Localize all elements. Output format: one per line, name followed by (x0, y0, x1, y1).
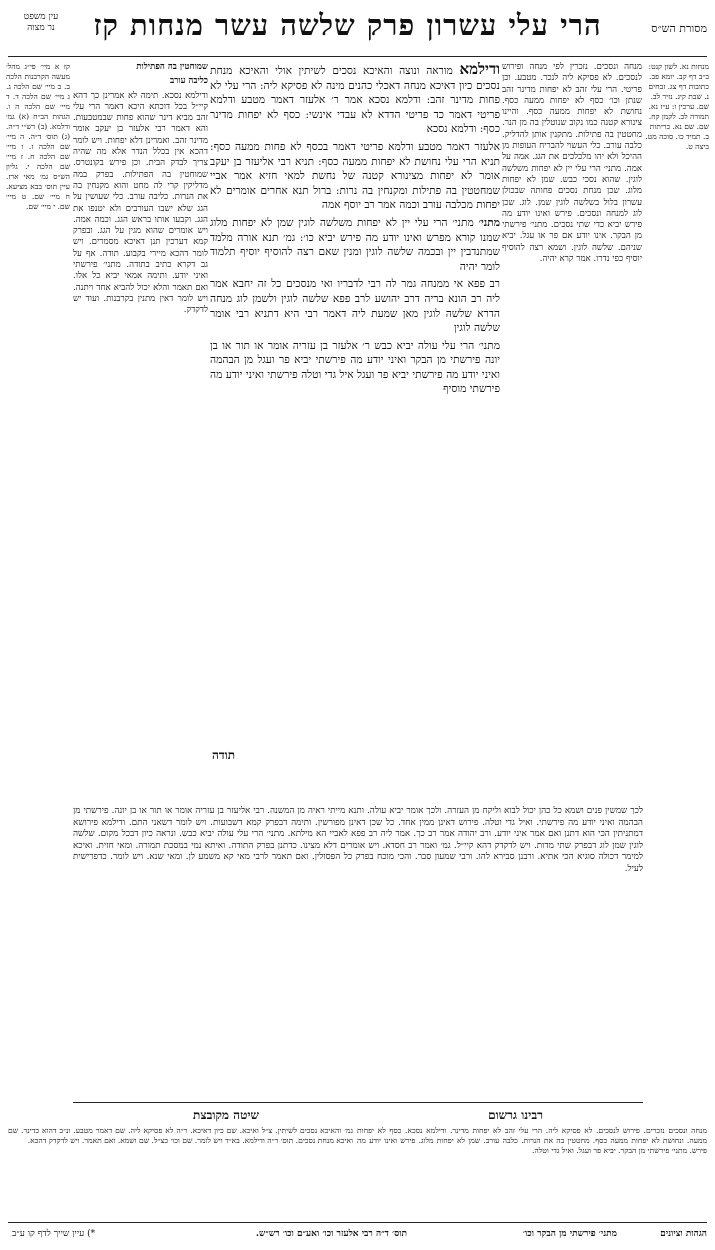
mishnah-marker: מתני׳ (478, 216, 500, 229)
gemara-text-1: מוראה ונוצה והאיכא נסכים לשיתין אולי והאיכא מנחת נסכים כיון דאיכא מנחה דאכלי כהנים מינה לא פסיקא ליה: הרי עלי לא פחות מדינר זהב: ודלמא נסכא אמר ר׳ אלעזר דאמר מטבע ודלמא פריטי דאמר כד פריטי הדדא לא עבדי אינשי: כסף לא יפחות מדינר כסף: ודלמא נסכא (210, 65, 500, 136)
shita-mekubetzet-text: גמ׳ והאיכא נסכים לשיתין. צ״ל ואיכא. שם כיון דאיכא. ר״ה לא פסיקא ליה. שם דאמר מטבע. ונ״ב דהוא כדינר. שם ואיכא מנחת נסכים. תוס׳ ד״ה ודילמא. בא״ד ויש לומר. שם וכו׳ כצ״ל. שם ושמא. ואם תאמר. ויש לדקדק דהכא. (8, 1126, 353, 1145)
bottom-section-headers (73, 1108, 643, 1124)
gemara-main-text (210, 62, 500, 804)
gemara-paragraph-3 (210, 216, 500, 274)
page-footer (8, 1228, 707, 1242)
masoret-hashas-column: מנחות נא. לשון קנט: ב״ב דף קב. יומא פב. כתובות דף צג. זבחים נ. שבת קיג. נזיר לב. שם. ערכין ו: ע״ז נא. תמורה לב. לקמן קח. שם. שם נא. כריתות ב. תמיד כו. סוכה מט. ביצה ט. (645, 62, 709, 151)
tosafot-heading-2: כליבה עורב (170, 76, 208, 87)
tosafot-continuation: לכך שמשין פנים ושמא כל כהן יכול לבוא וליקח מן העזרה. ולכך אומר יביא עולה. ותנא מייתי ראיה מן המשנה. רבי אליעזר בן עזריה אומר או תור או בן יונה. פירשתי מן הבהמה ואיני יודע מה פירשתי. ואיל גדי וטלה. פירוש דאינן ממין אחד. כל שכן דאינן מפורשין. ותימה דבפרק קמא דשבועות. ויש לומר דשאני התם. ודילמא פירושא דמתניתין הכי הוא דתנן ואם אמר איני יודע. ורב יהודה אמר רב כך. אמר ליה רב פפא לאביי הא מילתא. מתני׳ הרי עלי עולה יביא כבש. ונראה כיון דבכל מקום. שלשה לוגין שמן לוג דבפרק שתי מדות. ויש לדקדק דהא קיי״ל. גמ׳ ואמר רב חסדא. ויש אומרים דלא מצינו. כדתנן בפרק התודה. ואיתא נמי במסכת תמורה. ומאי חזית. ואיכא למימר דכולה סוגיא הכי אתיא. ורבנן סבירא להו. ורבי שמעון סבר. והכי מוכח בפרק כל הפסולין. ואם תאמר לרבי מאי קא משמע לן. ומאי שנא. ויש לומר. כדפרישית לעיל. (73, 806, 643, 874)
section-marker: תודה (212, 748, 236, 762)
footer-note-3: *) עיין שייך לדף קו ע״ב (12, 1229, 96, 1239)
gemara-paragraph-1 (210, 62, 500, 137)
page-title: הרי עלי עשרון פרק שלשה עשר מנחות קז (93, 8, 602, 42)
rabbeinu-gershom-text: מנחה ונסכים נזכרים. פירוש לנסכים. לא פסיקא ליה. הרי עלי זהב לא יפחות מדינר. ודילמא נסכא. כסף לא יפחות ממעה. ונחושת לא יפחות ממעה כסף. מחטטין בה את הנרות. כלבה עורב. שמן לא יפחות מלוג. פירש ואינו יודע מה פירש. מתני׳ פירשתי מן הבקר. יביא פר ועגל. ואיל גדי וטלה. (357, 1126, 707, 1155)
gemara-paragraph-6: מתני׳ הרי עלי עולה יביא כבש ר׳ אלעזר בן עזריה אומר או תור או בן יונה פירשתי מן הבקר ואיני יודע מה פירשתי יביא פר ועגל מן הבהמה ואיני יודע מה פירשתי יביא פר ועגל איל גדי וטלה פירשתי ואיני יודע מה פירשתי מוסיף (210, 339, 500, 396)
bottom-commentaries (8, 1126, 707, 1216)
header-rule (8, 56, 707, 57)
gemara-text-3: מתני׳ הרי עלי יין לא יפחות משלשה לוגין שמן לא יפחות מלוג שמנו קורא מפרש ואינו יודע מה פירש יביא כו׳: גמ׳ תנא אורה מלמד שמתנדבין יין ובכמה שלשה לוגין ומנין שאם רצה להוסיף יוסיף תלמוד לומר יהיה (210, 216, 500, 273)
page-header (8, 8, 707, 52)
gemara-paragraph-4: רב פפא אי ממנחה גמר לה רבי לדבריו ואי מנסכים כל זה יחבא אמר ליה רב הונא בריה דרב יהושע לרב פפא שלשה לוגין ולשמן לוג מנחה הדרא שלשה לוגין מאן שמעת ליה דאמר רבי היא דתניא רבי אומר שלשה לוגין (210, 278, 500, 335)
ein-mishpat-column: קז א מיי׳ פי״ג מהל׳ מעשה הקרבנות הלכה ב. ב מיי׳ שם הלכה ג. ג מיי׳ שם הלכה ד. ד מיי׳ שם הלכה ה ו. הגהות הב״ח (א) גמ׳ ודלמא. (ב) רש״י ד״ה. (ג) תוס׳ ד״ה. ה מיי׳ שם הלכה ז. ו מיי׳ שם הלכה ח. ז מיי׳ שם הלכה י. גליון הש״ס גמ׳ מאי ארז. עיין תוס׳ בבא מציעא. ח מיי׳ שם. ט מיי׳ שם. י מיי׳ שם. (6, 62, 70, 211)
footer-label: הגהות וציונים (660, 1229, 707, 1239)
footer-note-1: מתני׳ פירשתי מן הבקר וכו׳ (522, 1229, 617, 1239)
rabbeinu-gershom-heading: רבינו גרשום (488, 1108, 543, 1122)
ein-mishpat-line1: עין משפט (23, 12, 59, 22)
gemara-paragraph-2: אלעזר דאמר מטבע ודלמא פריטי דאמר בכסף לא פחות ממעה כסף: תניא הרי עלי נחושת לא יפחות ממעה כסף: תניא רבי אליעזר בן יעקב אומר לא יפחות מצינורא קטנה של נחשת למאי חזיא אמר אביי שמחטטין בה פתילות ומקנחין בה נרות: ברול תנא אחרים אומרים לא יפחות מכלבה עורב וכמה אמר רב יוסף אמה (210, 140, 500, 212)
shita-mekubetzet-heading: שיטה מקובצת (193, 1108, 259, 1122)
ein-mishpat-label (8, 12, 74, 34)
tosafot-commentary (73, 62, 208, 804)
footer-note-2: תוס׳ ד״ה רבי אלעזר וכו׳ ואע״ם וכו׳ רש״ש. (255, 1229, 407, 1239)
bottom-rule (73, 1102, 643, 1103)
rashi-commentary: מנחה ונסכים. נזכרין לפי מנחה ופירוש לנסכים. לא פסיקא ליה לנכר. מטבע. וכן פריטי. הרי עלי זהב לא יפחות מדינר זהב שנתן וכו׳ כסף לא יפחות ממעה כסף. נחושת לא יפחות ממעה כסף. והיינו צינורא קטנה כמו נקוב שנוטלין בה מן הנר. מחטטין בה פתילות. מתקנין אותן להדליק. כלבה עורב. כלי העשוי להבריח העופות מן ההיכל ולא יהו מלכלכים את הגג. אמה על אמה. מתני׳ הרי עלי יין לא יפחות משלשה לוגין. שהוא נסכי כבש. שמן לא יפחות מלוג. שכן מנחת נסכים פחותה שבכולן עשרון בלול בשלשה לוגין שמן. לוג. שכן לוג למנחה ונסכים. פירש ואינו יודע מה פירש יביא כדי שתי נסכים. מתני׳ פירשתי מן הבקר. אינו יודע אם פר או עגל. יביא שניהם. שלשה לוגין. ושמא רצה להוסיף יוסיף כפי נדרו. אמר קרא יהיה. (502, 62, 642, 265)
ein-mishpat-line2: נר מצוה (27, 23, 55, 33)
opening-word: ודילמא (459, 62, 500, 78)
masoret-label: מסורת הש״ס (651, 22, 707, 35)
tosafot-heading-1: שמוחטין בה הפתילות (136, 62, 208, 72)
tosafot-body: ודילמא נסכא. תימה לא אמרינן כך דהא קיי״ל בכל דוכתא היכא דאמר הרי עלי זהב מביא דינר שהוא פחות שבמטבעות. והא דאמר רבי אלעזר בן יעקב אומר מדינר זהב. ואמרינן דלא יפחות. ויש לומר דהכא אין בכלל הנדר אלא מה שהיה צריך לבדק הבית. וכן פירש בקונטרס. שמוחטין בה הפתילות. בפרק במה מדליקין קרי לה מחט והוא מקנחין בה את הנרות. כליבה עורב. כלי שעושין על הגג שלא ישבו העורבים ולא יטנפו את הגג. וקבעו אותו בראש הגג. וכמה אמה. ויש אומרים שהוא מגין על הגג. ובפרק קמא דערכין תנן דאיכא מסמרים. ויש לומר דהכא מיירי בקבוע. תודה. אף על גב דקרא כתיב בתודה. מתני׳ פירשתי ואיני יודע. ותימה אמאי יביא כל אלו. ואם תאמר והלא יכול להביא אחד ויתנה. ויש לומר דאין מתנין בקרבנות. ועוד יש לדקדק. (73, 90, 208, 316)
footer-rule (8, 1222, 707, 1223)
